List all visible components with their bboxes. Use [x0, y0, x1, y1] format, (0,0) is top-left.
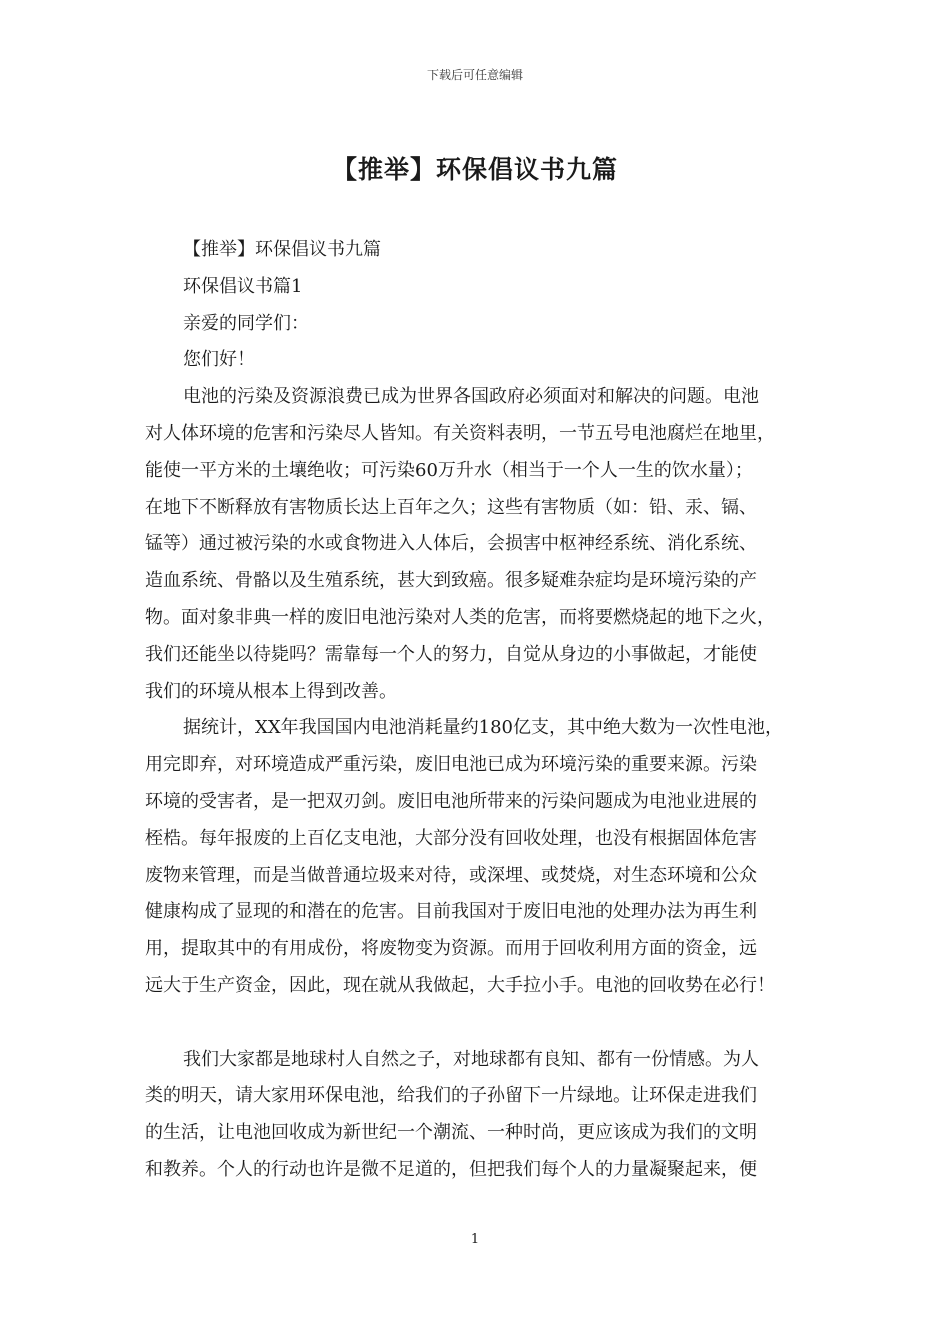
header-note: 下载后可任意编辑	[426, 68, 523, 82]
salutation: 亲爱的同学们：	[183, 312, 309, 334]
section-heading: 环保倡议书篇1	[183, 275, 303, 297]
paragraph-line: 物。面对象非典一样的废旧电池污染对人类的危害，而将要燃烧起的地下之火，	[145, 606, 775, 628]
paragraph-line: 造血系统、骨骼以及生殖系统，甚大到致癌。很多疑难杂症均是环境污染的产	[145, 570, 757, 592]
paragraph-line: 和教养。个人的行动也许是微不足道的，但把我们每个人的力量凝聚起来，便	[145, 1158, 757, 1180]
paragraph-line: 远大于生产资金，因此，现在就从我做起，大手拉小手。电池的回收势在必行！	[145, 974, 775, 996]
document-body	[145, 232, 809, 1189]
paragraph-line: 能使一平方米的土壤绝收；可污染60万升水（相当于一个人一生的饮水量）；	[145, 459, 753, 481]
paragraph-line: 在地下不断释放有害物质长达上百年之久；这些有害物质（如：铅、汞、镉、	[145, 496, 757, 518]
paragraph-line: 环境的受害者，是一把双刃剑。废旧电池所带来的污染问题成为电池业进展的	[145, 790, 757, 812]
page-title: 【推举】环保倡议书九篇	[331, 155, 618, 184]
paragraph-line: 对人体环境的危害和污染尽人皆知。有关资料表明，一节五号电池腐烂在地里，	[145, 422, 775, 444]
paragraph-line: 我们还能坐以待毙吗？需靠每一个人的努力，自觉从身边的小事做起，才能使	[145, 643, 757, 665]
paragraph-battery-pollution	[145, 379, 809, 710]
paragraph-line: 桎梏。每年报废的上百亿支电池，大部分没有回收处理，也没有根据固体危害	[145, 827, 757, 849]
paragraph-spacer	[145, 1005, 809, 1042]
page-number: 1	[470, 1232, 480, 1247]
paragraph-call-to-action	[145, 1042, 809, 1189]
greeting: 您们好！	[183, 349, 255, 371]
paragraph-statistics	[145, 710, 809, 1004]
paragraph-line: 类的明天，请大家用环保电池，给我们的子孙留下一片绿地。让环保走进我们	[145, 1085, 757, 1107]
paragraph-line: 健康构成了显现的和潜在的危害。目前我国对于废旧电池的处理办法为再生利	[145, 901, 757, 923]
paragraph-line: 锰等）通过被污染的水或食物进入人体后，会损害中枢神经系统、消化系统、	[145, 533, 757, 555]
paragraph-line: 据统计，XX年我国国内电池消耗量约180亿支，其中绝大数为一次性电池，	[183, 717, 783, 739]
paragraph-line: 的生活，让电池回收成为新世纪一个潮流、一种时尚，更应该成为我们的文明	[145, 1122, 757, 1144]
paragraph-line: 电池的污染及资源浪费已成为世界各国政府必须面对和解决的问题。电池	[183, 386, 759, 408]
paragraph-line: 我们大家都是地球村人自然之子，对地球都有良知、都有一份情感。为人	[183, 1048, 759, 1070]
paragraph-line: 用完即弃，对环境造成严重污染，废旧电池已成为环境污染的重要来源。污染	[145, 754, 757, 776]
paragraph-line: 废物来管理，而是当做普通垃圾来对待，或深埋、或焚烧，对生态环境和公众	[145, 864, 757, 886]
paragraph-line: 我们的环境从根本上得到改善。	[145, 680, 397, 702]
paragraph-line: 用，提取其中的有用成份，将废物变为资源。而用于回收利用方面的资金，远	[145, 938, 757, 960]
subtitle: 【推举】环保倡议书九篇	[183, 239, 381, 260]
